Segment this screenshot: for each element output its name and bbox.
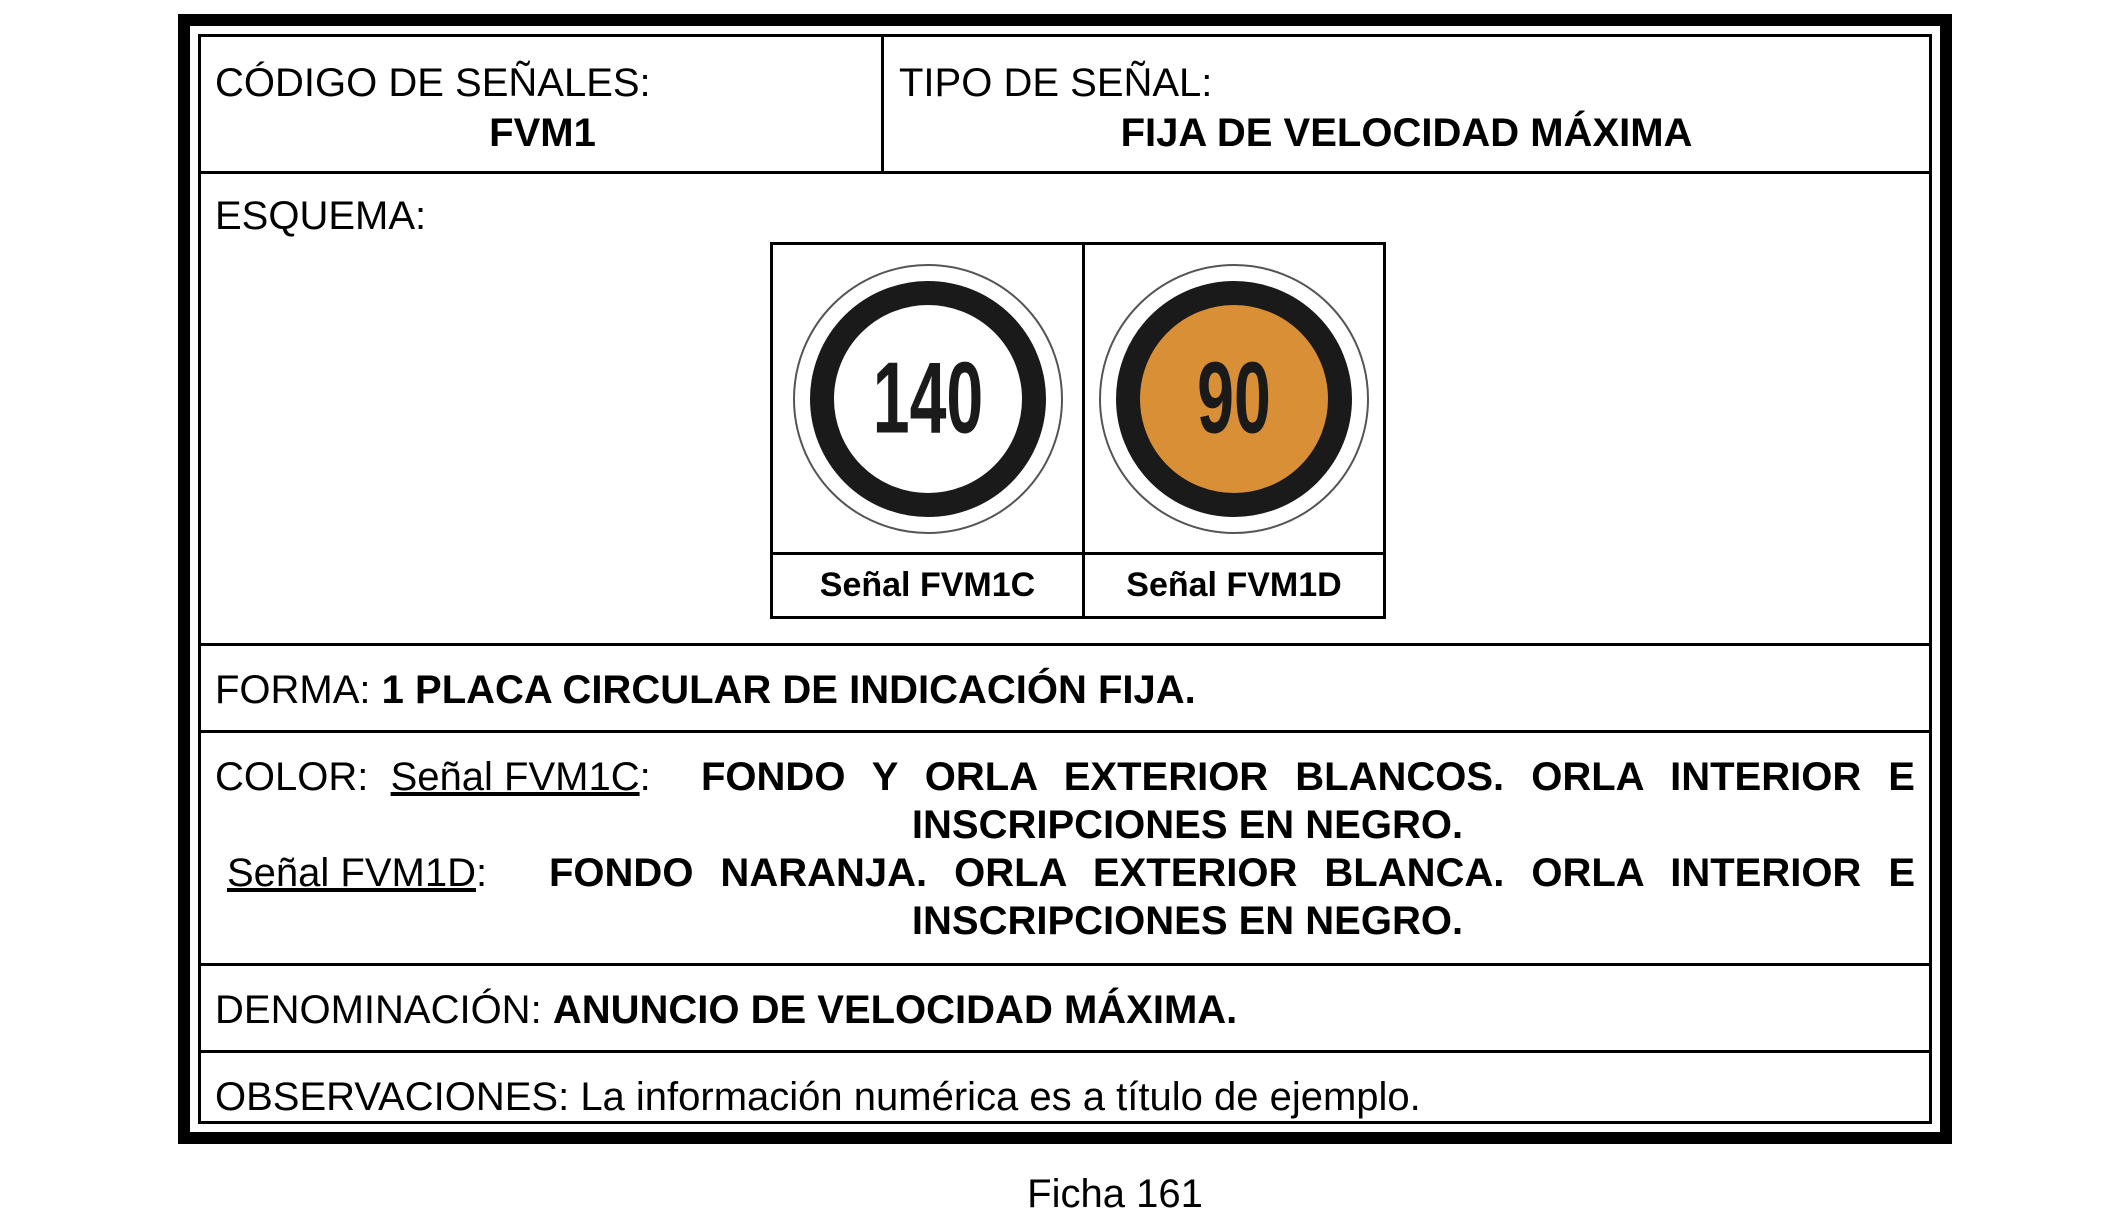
observaciones-label: OBSERVACIONES: <box>215 1075 570 1119</box>
denominacion-label: DENOMINACIÓN: <box>215 988 542 1032</box>
color-label: COLOR: <box>215 755 369 799</box>
color-row <box>201 733 1929 966</box>
observaciones-row <box>201 1053 1929 1140</box>
tipo-label: TIPO DE SEÑAL: <box>899 61 1213 105</box>
sign-fvm1d-caption: Señal FVM1D <box>1126 566 1342 604</box>
codigo-value: FVM1 <box>489 111 596 155</box>
denominacion-text <box>215 986 1237 1034</box>
observaciones-value: La información numérica es a título de ejemplo. <box>580 1075 1421 1119</box>
codigo-cell <box>201 37 884 171</box>
color-sign2-name: Señal FVM1D <box>227 851 476 895</box>
color-sign1-desc-line1: FONDO Y ORLA EXTERIOR BLANCOS. ORLA INTERIOR E <box>701 755 1915 799</box>
sign-fvm1c-image <box>773 245 1082 555</box>
sign-fvm1d-number: 90 <box>1197 342 1271 455</box>
sign-fvm1c-caption: Señal FVM1C <box>819 566 1036 604</box>
denominacion-value: ANUNCIO DE VELOCIDAD MÁXIMA. <box>552 988 1238 1032</box>
esquema-row <box>201 174 1929 646</box>
sign-fvm1c-number: 140 <box>872 342 983 455</box>
forma-text <box>215 666 1196 714</box>
sign-fvm1d-panel <box>1085 245 1383 616</box>
header-row <box>201 37 1929 174</box>
codigo-label: CÓDIGO DE SEÑALES: <box>215 61 651 105</box>
speed-limit-sign-icon <box>790 261 1066 537</box>
color-line3-left: Señal FVM1D: <box>227 851 488 895</box>
forma-row <box>201 646 1929 733</box>
sign-schema <box>770 242 1386 619</box>
ficha-number: Ficha 161 <box>1027 1172 1203 1216</box>
denominacion-row <box>201 966 1929 1053</box>
color-sign2-desc-line2: INSCRIPCIONES EN NEGRO. <box>911 899 1464 943</box>
esquema-label: ESQUEMA: <box>215 194 427 238</box>
forma-label: FORMA: <box>215 668 371 712</box>
color-sign1-name: Señal FVM1C <box>390 755 640 799</box>
ficha-frame <box>178 14 1952 1144</box>
sign-fvm1d-image <box>1085 245 1383 555</box>
sign-fvm1c-panel <box>773 245 1085 616</box>
observaciones-text <box>215 1073 1421 1121</box>
color-sign2-desc-line1: FONDO NARANJA. ORLA EXTERIOR BLANCA. ORLA INTERIOR E <box>549 851 1915 895</box>
tipo-value: FIJA DE VELOCIDAD MÁXIMA <box>1120 111 1693 155</box>
forma-value: 1 PLACA CIRCULAR DE INDICACIÓN FIJA. <box>381 668 1196 712</box>
color-line1-left: COLOR: Señal FVM1C: <box>215 755 651 799</box>
color-sign1-desc-line2: INSCRIPCIONES EN NEGRO. <box>911 803 1464 847</box>
ficha-table <box>198 34 1932 1124</box>
speed-limit-sign-icon <box>1096 261 1372 537</box>
